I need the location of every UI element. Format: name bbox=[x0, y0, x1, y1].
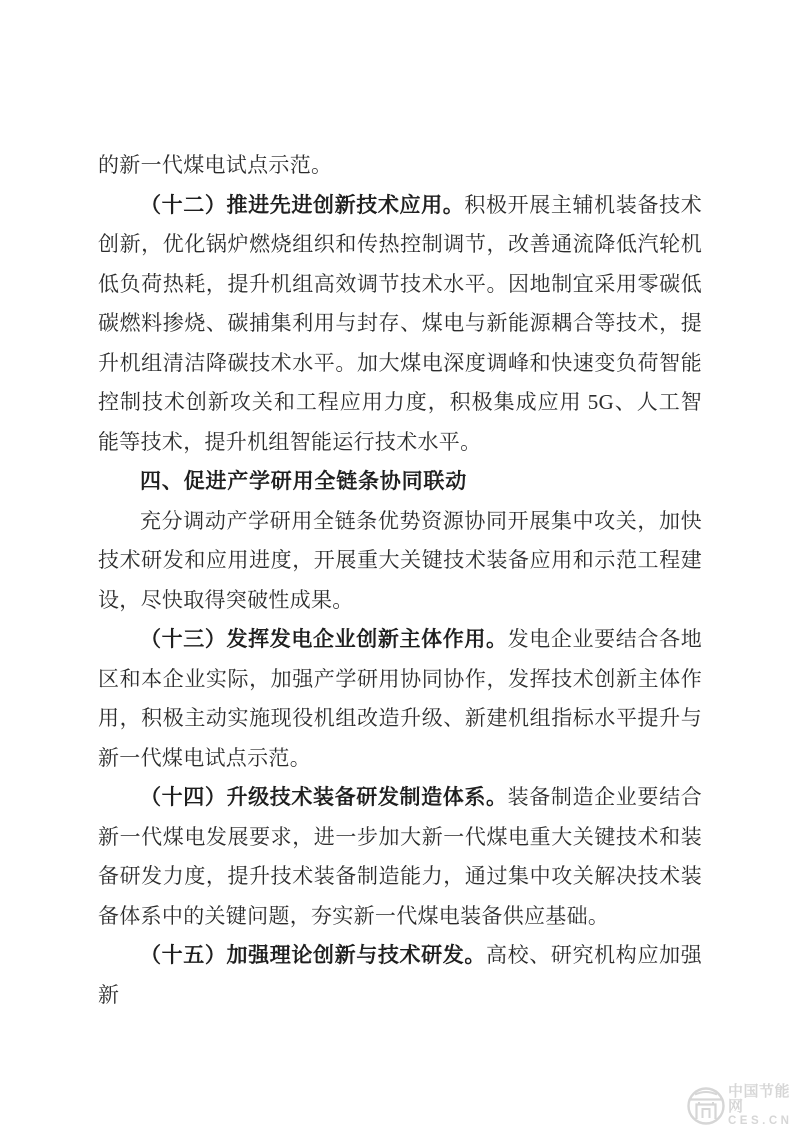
body-paragraph bbox=[98, 502, 702, 621]
item-lead: （十五）加强理论创新与技术研发。 bbox=[140, 943, 487, 967]
section-heading: 四、促进产学研用全链条协同联动 bbox=[140, 470, 467, 493]
paragraph-text: 充分调动产学研用全链条优势资源协同开展集中攻关，加快技术研发和应用进度，开展重大关键技术装备应用和示范工程建设，尽快取得突破性成果。 bbox=[98, 508, 702, 612]
paragraph-text: 积极开展主辅机装备技术创新，优化锅炉燃烧组织和传热控制调节，改善通流降低汽轮机低负荷热耗，提升机组高效调节技术水平。因地制宜采用零碳低碳燃料掺烧、碳捕集利用与封存、煤电与新能源耦合等技术，提升机组清洁降碳技术水平。加大煤电深度调峰和快速变负荷智能控制技术创新攻关和工程应用力度，积极集成应用 5G、人工智能等技术，提升机组智能运行技术水平。 bbox=[98, 192, 702, 454]
numbered-item-paragraph bbox=[98, 778, 702, 936]
item-lead: （十四）升级技术装备研发制造体系。 bbox=[140, 785, 508, 809]
paragraph-text: 的新一代煤电试点示范。 bbox=[98, 153, 333, 177]
watermark-text bbox=[728, 1084, 800, 1128]
ces-logo-icon bbox=[686, 1085, 726, 1127]
document-content bbox=[98, 146, 702, 1015]
numbered-item-paragraph bbox=[98, 186, 702, 463]
item-lead: （十二）推进先进创新技术应用。 bbox=[140, 192, 465, 217]
paragraph-text: 高校、研究机构应加强新 bbox=[98, 943, 702, 1007]
paragraph-text: 装备制造企业要结合新一代煤电发展要求，进一步加大新一代煤电重大关键技术和装备研发力度，提升技术装备制造能力，通过集中攻关解决技术装备体系中的关键问题，夯实新一代煤电装备供应基础。 bbox=[98, 785, 702, 928]
paragraph-text: 发电企业要结合各地区和本企业实际，加强产学研用协同协作，发挥技术创新主体作用，积极主动实施现役机组改造升级、新建机组指标水平提升与新一代煤电试点示范。 bbox=[98, 627, 702, 770]
watermark-site-domain: CES.CN bbox=[728, 1115, 793, 1128]
item-lead: （十三）发挥发电企业创新主体作用。 bbox=[140, 627, 508, 651]
numbered-item-paragraph bbox=[98, 620, 702, 778]
numbered-item-paragraph bbox=[98, 936, 702, 1015]
site-watermark bbox=[686, 1083, 800, 1129]
body-paragraph bbox=[98, 146, 702, 186]
watermark-site-name: 中国节能网 bbox=[728, 1083, 791, 1116]
